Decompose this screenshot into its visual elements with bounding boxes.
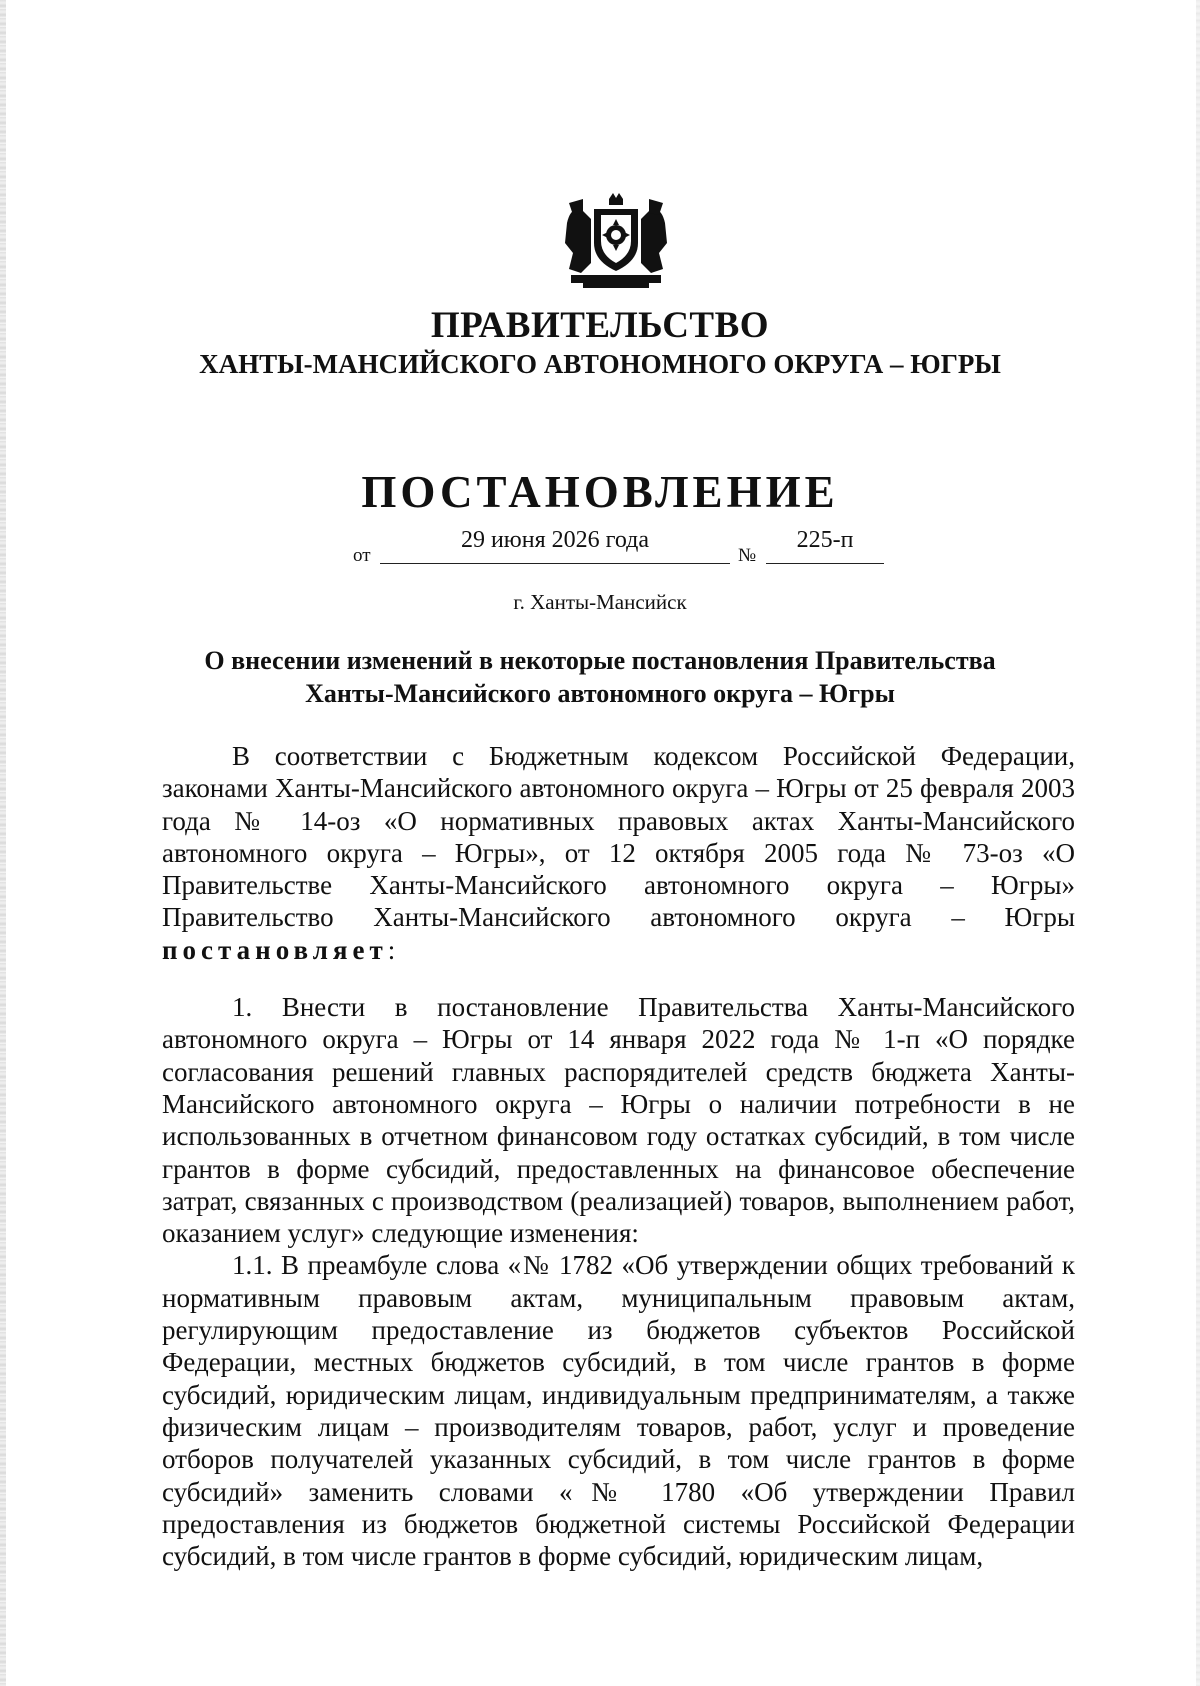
item-1-paragraph: 1. Внести в постановление Правительства Ханты-Мансийского автономного округа – Югры от 14 января 2022 года № 1-п «О порядке согласования решений главных распорядителей средств бюджета Ханты-Мансийского автономного округа – Югры о наличии потребности в не использованных в отчетном финансовом году остатках субсидий, в том числе грантов в форме субсидий, предоставленных на финансовое обеспечение затрат, связанных с производством (реализацией) товаров, выполнением работ, оказанием услуг» следующие изменения: bbox=[162, 992, 1075, 1249]
date-number-row bbox=[0, 527, 1200, 567]
government-title: ПРАВИТЕЛЬСТВО bbox=[430, 305, 770, 346]
coat-of-arms-icon bbox=[561, 193, 671, 289]
scan-edge-right bbox=[1196, 0, 1200, 1686]
city: г. Ханты-Мансийск bbox=[513, 590, 687, 614]
document-number: 225-п bbox=[766, 527, 884, 564]
document-heading bbox=[150, 644, 1050, 710]
document-type: ПОСТАНОВЛЕНИЕ bbox=[361, 467, 839, 517]
scan-edge-left bbox=[0, 0, 6, 1686]
preamble-text: В соответствии с Бюджетным кодексом Российской Федерации, законами Ханты-Мансийского автономного округа – Югры от 25 февраля 2003 года № 14-оз «О нормативных правовых актах Ханты-Мансийского автономного округа – Югры», от 12 октября 2005 года № 73-оз «О Правительстве Ханты-Мансийского автономного округа – Югры» Правительство Ханты-Мансийского автономного округа – Югры bbox=[162, 741, 1075, 933]
heading-line-2: Ханты-Мансийского автономного округа – Югры bbox=[305, 679, 895, 708]
resolves-colon: : bbox=[387, 934, 396, 965]
preamble-paragraph bbox=[162, 740, 1075, 966]
document-date: 29 июня 2026 года bbox=[380, 527, 730, 564]
resolves-word: постановляет bbox=[162, 934, 388, 965]
document-body bbox=[162, 740, 1075, 1572]
from-label: от bbox=[353, 545, 371, 566]
item-1-1-paragraph: 1.1. В преамбуле слова «№ 1782 «Об утверждении общих требований к нормативным правовым актам, муниципальным правовым актам, регулирующим предоставление из бюджетов субъектов Российской Федерации, местных бюджетов субсидий, в том числе грантов в форме субсидий, юридическим лицам, индивидуальным предпринимателям, а также физическим лицам – производителям товаров, работ, услуг и проведение отборов получателей указанных субсидий, в том числе грантов в форме субсидий» заменить словами «№ 1780 «Об утверждении Правил предоставления из бюджетов бюджетной системы Российской Федерации субсидий, в том числе грантов в форме субсидий, юридическим лицам, bbox=[162, 1250, 1075, 1572]
region-title: ХАНТЫ-МАНСИЙСКОГО АВТОНОМНОГО ОКРУГА – ЮГРЫ bbox=[199, 349, 1001, 379]
number-label: № bbox=[738, 545, 757, 566]
heading-line-1: О внесении изменений в некоторые постановления Правительства bbox=[204, 646, 996, 675]
